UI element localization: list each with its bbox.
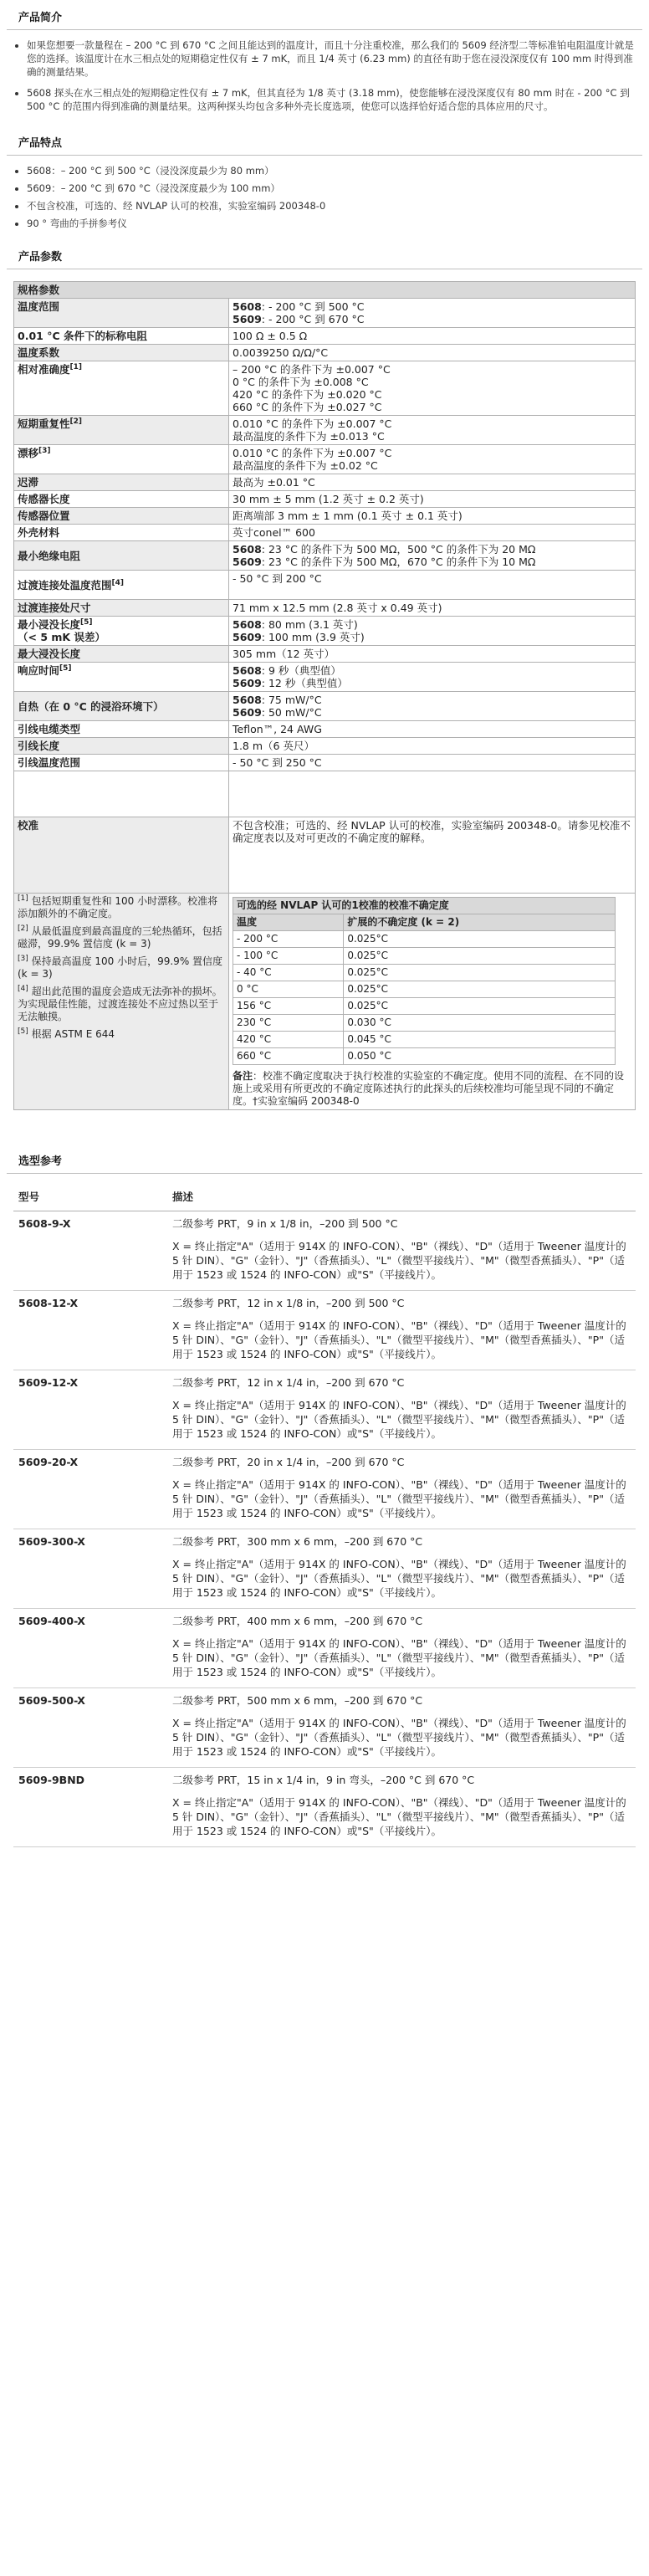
spec-label: 引线电缆类型 — [14, 721, 229, 738]
cal-row: 660 °C 0.050 °C — [233, 1048, 616, 1065]
model-5609: 5609 — [233, 313, 262, 325]
spec-value: 30 mm ± 5 mm (1.2 英寸 ± 0.2 英寸) — [229, 491, 636, 508]
spec-value: 最高温度的条件下为 ±0.02 °C — [233, 459, 378, 472]
spec-value: 最高为 ±0.01 °C — [229, 474, 636, 491]
feature-bullet: • 5609：– 200 °C 到 670 °C（浸没深度最少为 100 mm） — [27, 182, 636, 195]
spec-value: : 23 °C 的条件下为 500 MΩ，670 °C 的条件下为 10 MΩ — [261, 556, 536, 568]
spec-value: 0.010 °C 的条件下为 ±0.007 °C — [233, 417, 392, 430]
model-number: 5609-400-X — [13, 1609, 167, 1688]
spec-table — [13, 281, 636, 1110]
overview-section — [0, 30, 649, 125]
footnote: [5] 根据 ASTM E 644 — [18, 1027, 115, 1040]
order-row — [13, 1370, 636, 1450]
model-desc: 二级参考 PRT，500 mm x 6 mm，–200 到 670 °C — [172, 1694, 423, 1707]
spec-label: 传感器长度 — [14, 491, 229, 508]
spec-table-title: 规格参数 — [14, 282, 636, 299]
spec-label: 温度范围 — [14, 299, 229, 328]
model-5608: 5608 — [233, 694, 262, 706]
spec-value: 420 °C 的条件下为 ±0.020 °C — [233, 388, 382, 401]
spec-label: 相对准确度 — [18, 363, 70, 376]
spec-value: 最高温度的条件下为 ±0.013 °C — [233, 430, 385, 443]
ordering-heading: 选型参考 — [7, 1144, 642, 1174]
order-row — [13, 1609, 636, 1688]
model-5608: 5608 — [233, 664, 262, 677]
calibration-remark: 备注：校准不确定度取决于执行校准的实验室的不确定度。使用不同的流程、在不同的设施上或采用有所更改的不确定度陈述执行的此探头的后续校准均可能呈现不同的不确定度。†实验室编码 200348-0 — [233, 1070, 625, 1107]
footnote-ref: [1] — [69, 362, 83, 371]
cal-row: 156 °C 0.025°C — [233, 998, 616, 1015]
spec-label: 短期重复性 — [18, 417, 70, 430]
order-row — [13, 1768, 636, 1847]
footnote-ref: [4] — [111, 578, 125, 587]
overview-heading: 产品简介 — [7, 0, 642, 30]
model-5608: 5608 — [233, 618, 262, 631]
order-row — [13, 1211, 636, 1291]
spec-label: 温度系数 — [14, 345, 229, 361]
spec-value: 英寸conel™ 600 — [229, 525, 636, 541]
spec-value: : - 200 °C 到 670 °C — [261, 313, 365, 325]
spec-label: 响应时间 — [18, 664, 60, 677]
spec-label-sub: （< 5 mK 误差） — [18, 631, 105, 643]
model-5609: 5609 — [233, 677, 262, 689]
model-number: 5609-20-X — [13, 1450, 167, 1529]
model-number: 5609-500-X — [13, 1688, 167, 1768]
spec-row-temp-range — [14, 299, 636, 328]
spec-label: 引线温度范围 — [14, 755, 229, 771]
spec-value: : 75 mW/°C — [261, 694, 322, 706]
spec-value: - 50 °C 到 250 °C — [229, 755, 636, 771]
cal-row: - 100 °C 0.025°C — [233, 948, 616, 965]
model-desc: 二级参考 PRT，20 in x 1/4 in，–200 到 670 °C — [172, 1456, 405, 1468]
cal-table-title: 可选的经 NVLAP 认可的1校准的校准不确定度 — [233, 898, 616, 914]
model-5609: 5609 — [233, 706, 262, 719]
model-number: 5609-9BND — [13, 1768, 167, 1847]
model-5609: 5609 — [233, 556, 262, 568]
cal-row: 0 °C 0.025°C — [233, 981, 616, 998]
spec-value: - 50 °C 到 200 °C — [229, 571, 636, 600]
footnote-ref: [2] — [69, 417, 83, 426]
spec-label: 外壳材料 — [14, 525, 229, 541]
model-5608: 5608 — [233, 300, 262, 313]
termination-note: X = 终止指定"A"（适用于 914X 的 INFO-CON）、"B"（裸线）、"D"（适用于 Tweener 温度计的 5 针 DIN）、"G"（金针）、"J"（香蕉插头）、"L"（微型平接线片）、"M"（微型香蕉插头）、"P"（适用于 1523 或 1524 的 INFO-CON）或"S"（平接线片）。 — [172, 1399, 626, 1440]
spec-value: 距离端部 3 mm ± 1 mm (0.1 英寸 ± 0.1 英寸) — [229, 508, 636, 525]
spec-label: 过渡连接处温度范围 — [18, 578, 112, 592]
model-desc: 二级参考 PRT，12 in x 1/8 in，–200 到 500 °C — [172, 1297, 405, 1309]
spec-value: : 50 mW/°C — [261, 706, 322, 719]
col-desc: 描述 — [167, 1182, 636, 1211]
spec-value: 0.010 °C 的条件下为 ±0.007 °C — [233, 447, 392, 459]
footnote: [4] 超出此范围的温度会造成无法弥补的损坏。为实现最佳性能，过渡连接处不应过热以至于无法触摸。 — [18, 985, 222, 1022]
spec-label: 最小绝缘电阻 — [14, 541, 229, 571]
spec-value: 660 °C 的条件下为 ±0.027 °C — [233, 401, 382, 413]
order-row — [13, 1291, 636, 1370]
ordering-table — [13, 1182, 636, 1847]
footnote-ref: [5] — [59, 663, 72, 673]
termination-note: X = 终止指定"A"（适用于 914X 的 INFO-CON）、"B"（裸线）、"D"（适用于 Tweener 温度计的 5 针 DIN）、"G"（金针）、"J"（香蕉插头）、"L"（微型平接线片）、"M"（微型香蕉插头）、"P"（适用于 1523 或 1524 的 INFO-CON）或"S"（平接线片）。 — [172, 1796, 626, 1837]
model-5609: 5609 — [233, 631, 262, 643]
spec-value: : 12 秒（典型值） — [261, 677, 348, 689]
calibration-uncertainty-table — [233, 897, 616, 1065]
col-model: 型号 — [13, 1182, 167, 1211]
model-desc: 二级参考 PRT，9 in x 1/8 in，–200 到 500 °C — [172, 1217, 398, 1230]
spec-label: 最小浸没长度 — [18, 618, 81, 631]
footnote: [3] 保持最高温度 100 小时后，99.9% 置信度 (k = 3) — [18, 955, 223, 980]
termination-note: X = 终止指定"A"（适用于 914X 的 INFO-CON）、"B"（裸线）、"D"（适用于 Tweener 温度计的 5 针 DIN）、"G"（金针）、"J"（香蕉插头）、"L"（微型平接线片）、"M"（微型香蕉插头）、"P"（适用于 1523 或 1524 的 INFO-CON）或"S"（平接线片）。 — [172, 1558, 626, 1599]
footnote-ref: [5] — [80, 617, 93, 627]
cal-row: 420 °C 0.045 °C — [233, 1032, 616, 1048]
footnote: [2] 从最低温度到最高温度的三轮热循环，包括磁滞，99.9% 置信度 (k = 3) — [18, 924, 222, 950]
footnote-ref: [3] — [38, 446, 51, 455]
termination-note: X = 终止指定"A"（适用于 914X 的 INFO-CON）、"B"（裸线）、"D"（适用于 Tweener 温度计的 5 针 DIN）、"G"（金针）、"J"（香蕉插头）、"L"（微型平接线片）、"M"（微型香蕉插头）、"P"（适用于 1523 或 1524 的 INFO-CON）或"S"（平接线片）。 — [172, 1319, 626, 1360]
model-number: 5608-9-X — [13, 1211, 167, 1291]
spec-label: 迟滞 — [14, 474, 229, 491]
spec-value: 305 mm（12 英寸） — [229, 646, 636, 663]
spec-value: : 100 mm (3.9 英寸) — [261, 631, 365, 643]
model-desc: 二级参考 PRT，15 in x 1/4 in，9 in 弯头，–200 °C 到 670 °C — [172, 1774, 475, 1786]
spec-label: 过渡连接处尺寸 — [14, 600, 229, 617]
spec-value: : 80 mm (3.1 英寸) — [261, 618, 358, 631]
spec-label: 自热（在 0 °C 的浸浴环境下） — [14, 692, 229, 721]
spec-value: : 23 °C 的条件下为 500 MΩ，500 °C 的条件下为 20 MΩ — [261, 543, 536, 556]
model-number: 5609-12-X — [13, 1370, 167, 1450]
model-number: 5609-300-X — [13, 1529, 167, 1609]
spec-label: 校准 — [14, 817, 229, 894]
cal-col-temp: 温度 — [233, 914, 344, 931]
spec-value: 不包含校准；可选的、经 NVLAP 认可的校准，实验室编码 200348-0。请参见校准不确定度表以及对可更改的不确定度的解释。 — [229, 817, 636, 894]
spec-label: 引线长度 — [14, 738, 229, 755]
termination-note: X = 终止指定"A"（适用于 914X 的 INFO-CON）、"B"（裸线）、"D"（适用于 Tweener 温度计的 5 针 DIN）、"G"（金针）、"J"（香蕉插头）、"L"（微型平接线片）、"M"（微型香蕉插头）、"P"（适用于 1523 或 1524 的 INFO-CON）或"S"（平接线片）。 — [172, 1240, 626, 1281]
feature-bullet: • 5608：– 200 °C 到 500 °C（浸没深度最少为 80 mm） — [27, 164, 636, 177]
feature-bullet: • 不包含校准，可选的、经 NVLAP 认可的校准，实验室编码 200348-0 — [27, 199, 636, 213]
spec-value: – 200 °C 的条件下为 ±0.007 °C — [233, 363, 391, 376]
footnote: [1] 包括短期重复性和 100 小时漂移。校准将添加额外的不确定度。 — [18, 894, 218, 919]
feature-bullet: • 90 ° 弯曲的手拼参考仪 — [27, 217, 636, 230]
spec-value: 100 Ω ± 0.5 Ω — [229, 328, 636, 345]
specs-heading: 产品参数 — [7, 239, 642, 269]
model-5608: 5608 — [233, 543, 262, 556]
spec-value: 1.8 m（6 英尺） — [229, 738, 636, 755]
model-desc: 二级参考 PRT，400 mm x 6 mm，–200 到 670 °C — [172, 1615, 423, 1627]
termination-note: X = 终止指定"A"（适用于 914X 的 INFO-CON）、"B"（裸线）、"D"（适用于 Tweener 温度计的 5 针 DIN）、"G"（金针）、"J"（香蕉插头）、"L"（微型平接线片）、"M"（微型香蕉插头）、"P"（适用于 1523 或 1524 的 INFO-CON）或"S"（平接线片）。 — [172, 1478, 626, 1519]
model-number: 5608-12-X — [13, 1291, 167, 1370]
termination-note: X = 终止指定"A"（适用于 914X 的 INFO-CON）、"B"（裸线）、"D"（适用于 Tweener 温度计的 5 针 DIN）、"G"（金针）、"J"（香蕉插头）、"L"（微型平接线片）、"M"（微型香蕉插头）、"P"（适用于 1523 或 1524 的 INFO-CON）或"S"（平接线片）。 — [172, 1717, 626, 1758]
spec-value: 0 °C 的条件下为 ±0.008 °C — [233, 376, 369, 388]
overview-bullet: • 如果您想要一款量程在 – 200 °C 到 670 °C 之间且能达到的温度计，而且十分注重校准，那么我们的 5609 经济型二等标准铂电阻温度计就是您的选择。该温度计在水三相点处的短期稳定性仅有 ± 7 mK，而且 1/4 英寸 (6.23 mm) 的直径有助于您在浸没深度仅有 100 mm 时得到准确的测量结果。 — [27, 38, 636, 79]
spec-label: 传感器位置 — [14, 508, 229, 525]
overview-bullet: • 5608 探头在水三相点处的短期稳定性仅有 ± 7 mK，但其直径为 1/8 英寸 (3.18 mm)，使您能够在浸没深度仅有 80 mm 时在 - 200 °C 到 500 °C 的范围内得到准确的测量结果。这两种探头均包含多种外壳长度选项，使您可以选择恰好适合您的具体应用的尺寸。 — [27, 86, 636, 113]
order-row — [13, 1688, 636, 1768]
cal-col-uncert: 扩展的不确定度 (k = 2) — [344, 914, 616, 931]
termination-note: X = 终止指定"A"（适用于 914X 的 INFO-CON）、"B"（裸线）、"D"（适用于 Tweener 温度计的 5 针 DIN）、"G"（金针）、"J"（香蕉插头）、"L"（微型平接线片）、"M"（微型香蕉插头）、"P"（适用于 1523 或 1524 的 INFO-CON）或"S"（平接线片）。 — [172, 1637, 626, 1678]
spec-value: Teflon™, 24 AWG — [229, 721, 636, 738]
features-heading: 产品特点 — [7, 125, 642, 156]
spec-value: 0.0039250 Ω/Ω/°C — [229, 345, 636, 361]
spec-label: 0.01 °C 条件下的标称电阻 — [14, 328, 229, 345]
order-row — [13, 1529, 636, 1609]
model-desc: 二级参考 PRT，300 mm x 6 mm，–200 到 670 °C — [172, 1535, 423, 1548]
spec-label: 最大浸没长度 — [14, 646, 229, 663]
order-row — [13, 1450, 636, 1529]
model-desc: 二级参考 PRT，12 in x 1/4 in，–200 到 670 °C — [172, 1376, 405, 1389]
cal-row: - 40 °C 0.025°C — [233, 965, 616, 981]
spec-value: : 9 秒（典型值） — [261, 664, 341, 677]
spec-value: : - 200 °C 到 500 °C — [261, 300, 365, 313]
cal-row: 230 °C 0.030 °C — [233, 1015, 616, 1032]
features-section — [0, 156, 649, 239]
cal-row: - 200 °C 0.025°C — [233, 931, 616, 948]
spec-label: 漂移 — [18, 447, 39, 459]
spec-value: 71 mm x 12.5 mm (2.8 英寸 x 0.49 英寸) — [229, 600, 636, 617]
